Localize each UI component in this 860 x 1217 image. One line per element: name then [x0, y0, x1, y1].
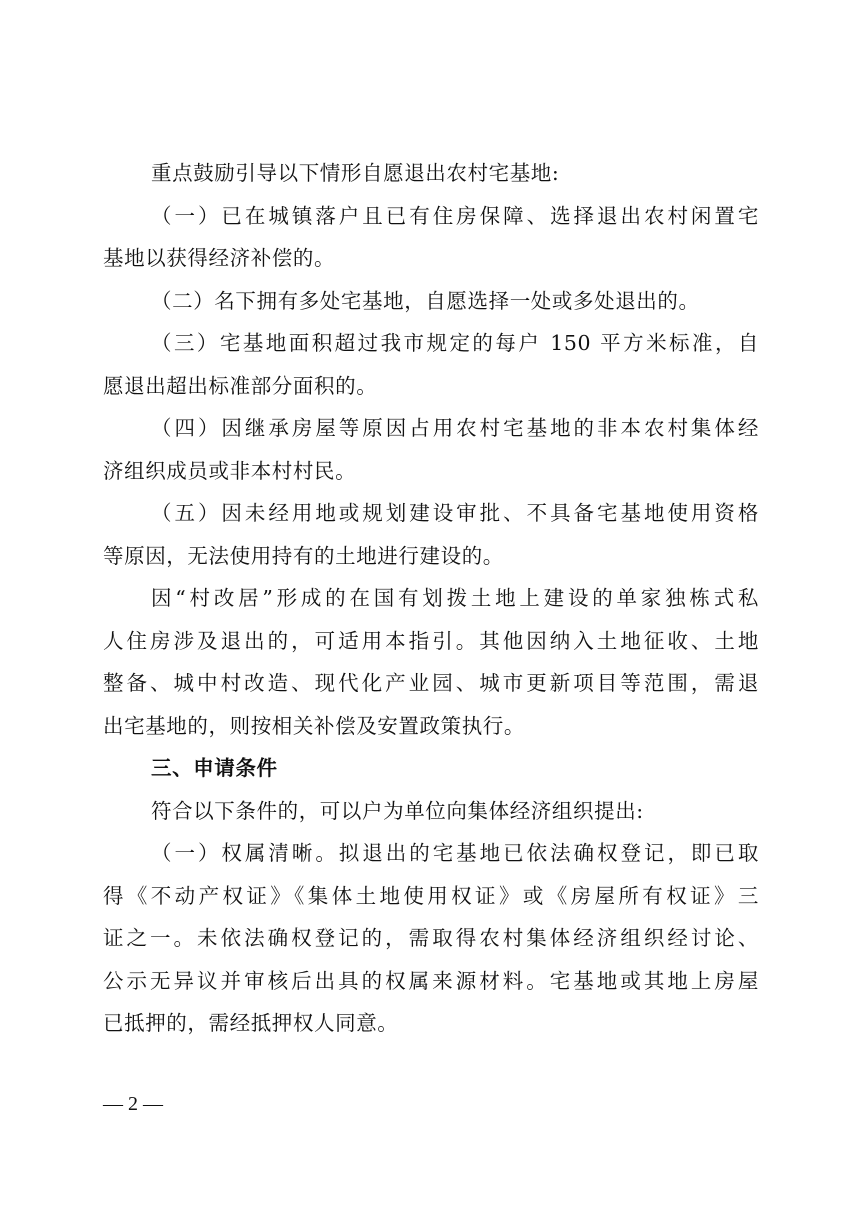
- list-item-4-line-1: （四）因继承房屋等原因占用农村宅基地的非本农村集体经: [151, 416, 759, 440]
- paragraph-village-line-1: 因“村改居”形成的在国有划拨土地上建设的单家独栋式私: [151, 586, 759, 610]
- list-item-1-line-1: （一）已在城镇落户且已有住房保障、选择退出农村闲置宅: [151, 203, 759, 228]
- list-item-3-line-1: （三）宅基地面积超过我市规定的每户 150 平方米标准，自: [151, 331, 759, 355]
- list-item-4-line-2: 济组织成员或非本村村民。: [103, 458, 357, 483]
- section-heading-conditions: 三、申请条件: [151, 756, 278, 780]
- condition-1-line-1: （一）权属清晰。拟退出的宅基地已依法确权登记，即已取: [151, 841, 759, 865]
- list-item-2: （二）名下拥有多处宅基地，自愿选择一处或多处退出的。: [151, 288, 700, 313]
- list-item-1-line-2: 基地以获得经济补偿的。: [103, 246, 336, 270]
- condition-1-line-5: 已抵押的，需经抵押权人同意。: [103, 1011, 399, 1035]
- page-number: — 2 —: [103, 1093, 163, 1115]
- paragraph-intro: 重点鼓励引导以下情形自愿退出农村宅基地:: [151, 161, 560, 185]
- paragraph-conditions-intro: 符合以下条件的，可以户为单位向集体经济组织提出:: [151, 798, 644, 823]
- paragraph-village-line-4: 出宅基地的，则按相关补偿及安置政策执行。: [103, 713, 525, 738]
- list-item-5-line-1: （五）因未经用地或规划建设审批、不具备宅基地使用资格: [151, 501, 759, 525]
- list-item-5-line-2: 等原因，无法使用持有的土地进行建设的。: [103, 543, 504, 568]
- paragraph-village-line-3: 整备、城中村改造、现代化产业园、城市更新项目等范围，需退: [103, 671, 759, 695]
- condition-1-line-2: 得《不动产权证》《集体土地使用权证》或《房屋所有权证》三: [103, 883, 759, 908]
- paragraph-village-line-2: 人住房涉及退出的，可适用本指引。其他因纳入土地征收、土地: [103, 628, 759, 653]
- list-item-3-line-2: 愿退出超出标准部分面积的。: [103, 373, 378, 398]
- document-body: [103, 152, 759, 1045]
- condition-1-line-3: 证之一。未依法确权登记的，需取得农村集体经济组织经讨论、: [103, 926, 759, 950]
- condition-1-line-4: 公示无异议并审核后出具的权属来源材料。宅基地或其地上房屋: [103, 968, 759, 993]
